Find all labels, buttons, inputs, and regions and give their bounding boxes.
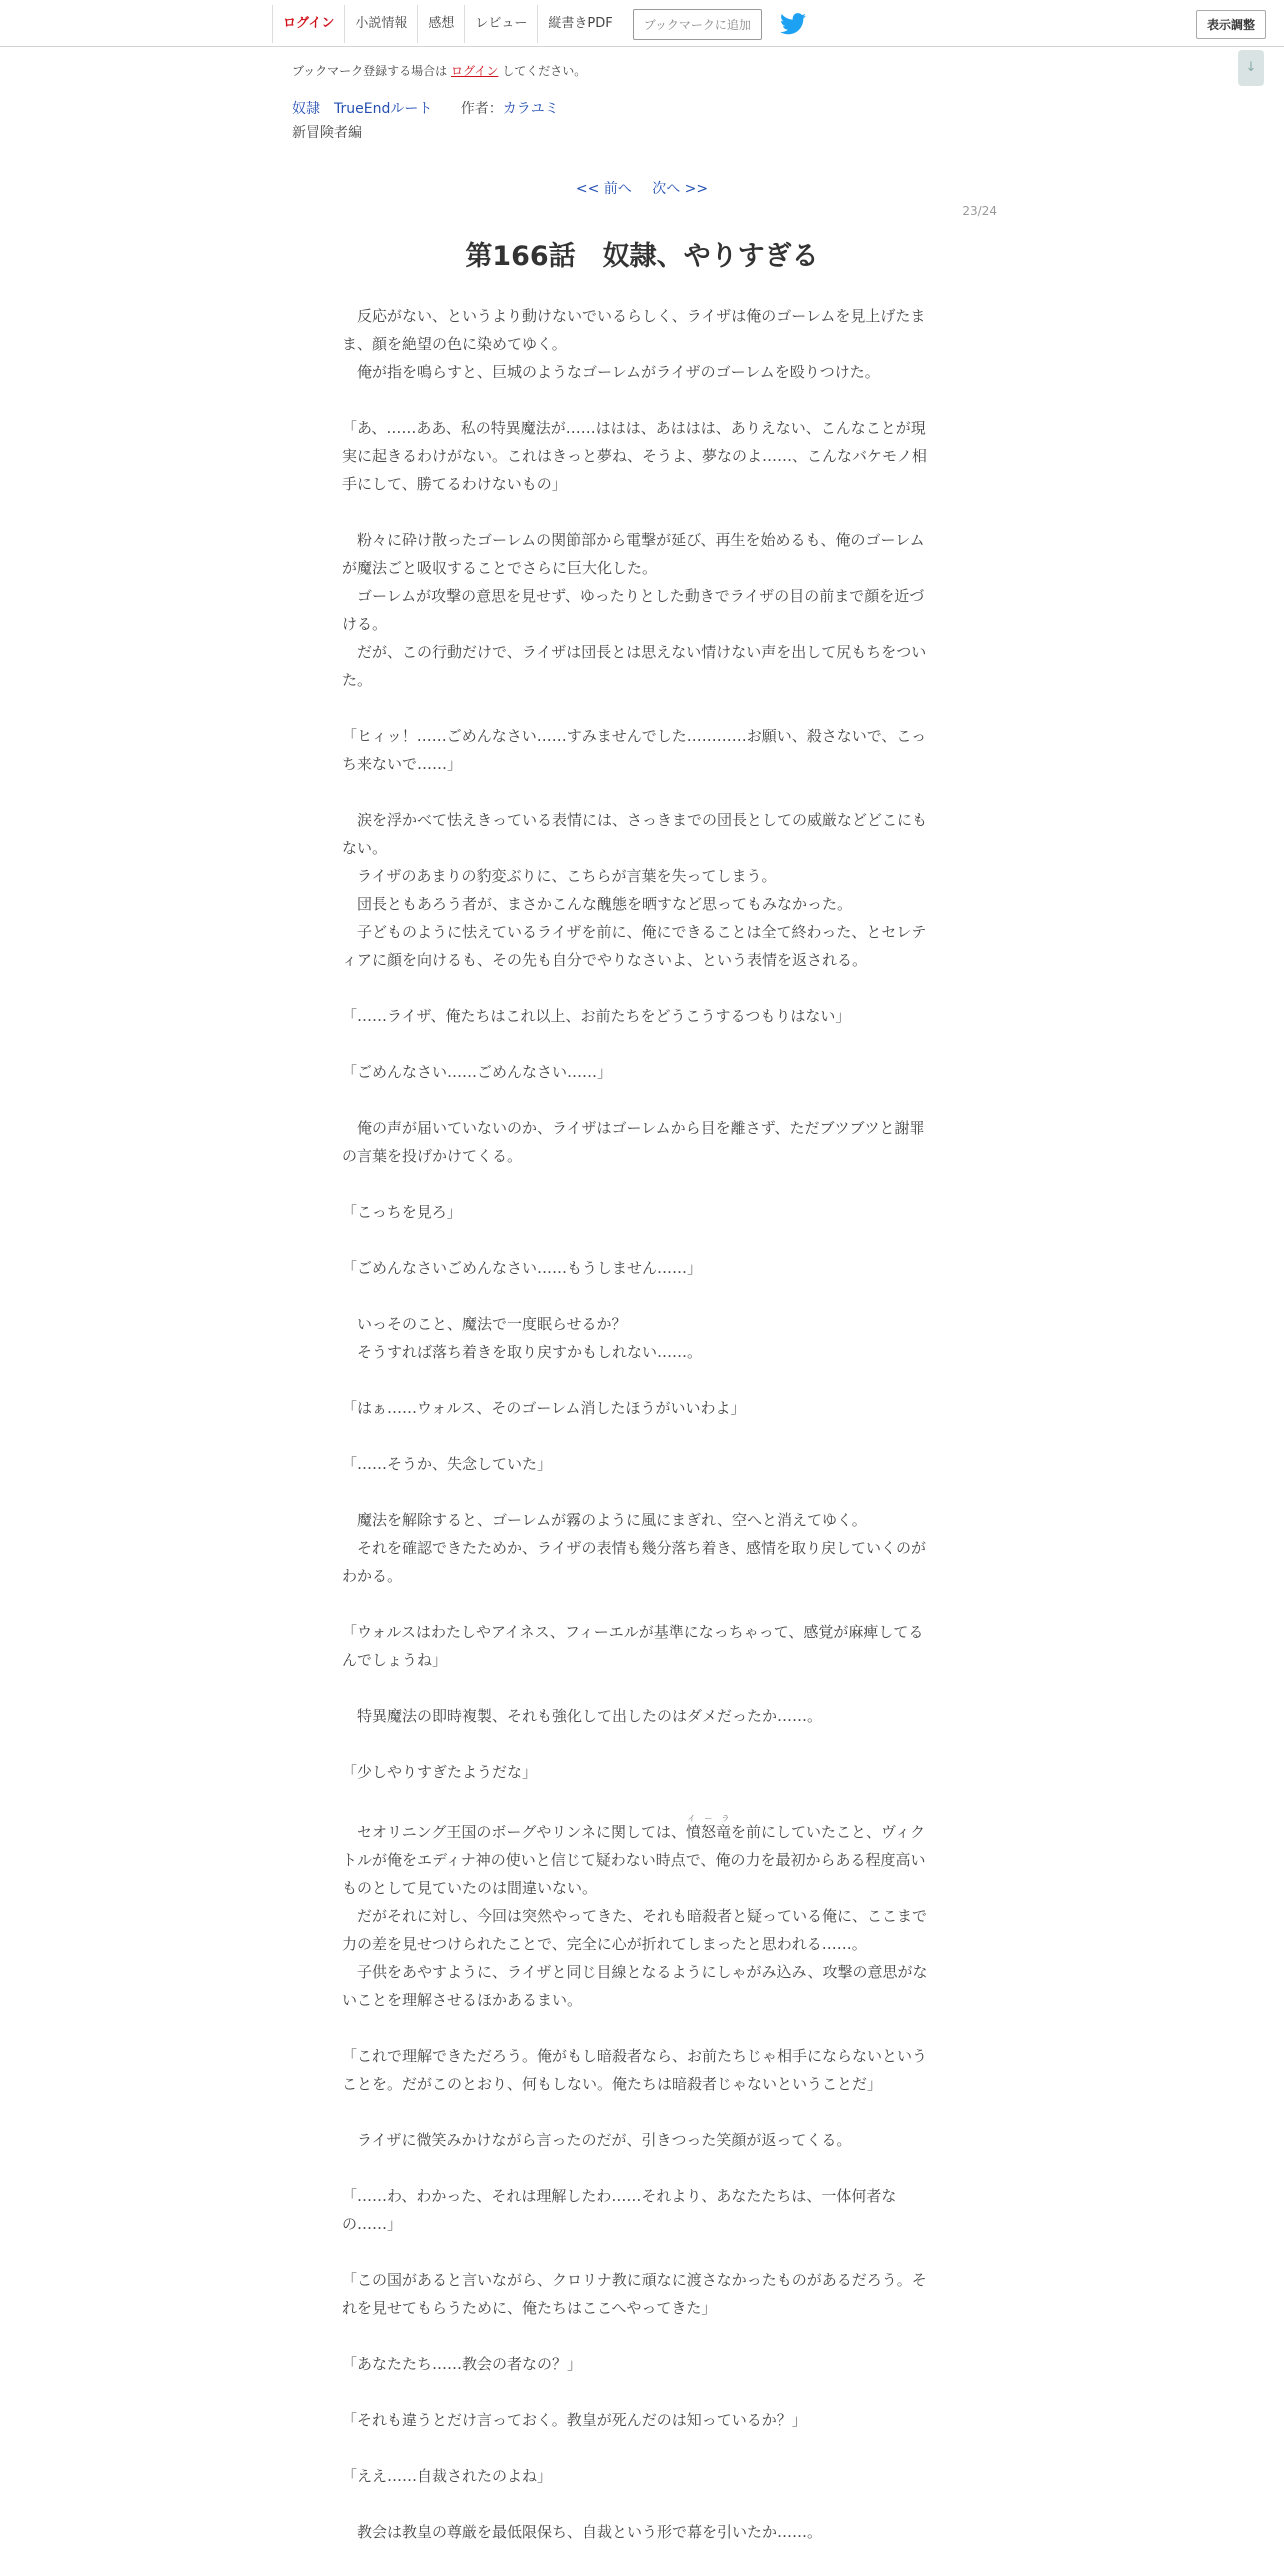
- blank-line: [342, 694, 936, 722]
- bookmark-add-button[interactable]: ブックマークに追加: [633, 9, 762, 40]
- chapter-body: [342, 302, 936, 2546]
- blank-line: [342, 1366, 936, 1394]
- bookmark-login-note: [292, 62, 586, 79]
- blank-line: [342, 2098, 936, 2126]
- blank-line: [342, 2434, 936, 2462]
- blank-line: [342, 2238, 936, 2266]
- blank-line: [342, 1730, 936, 1758]
- bookmark-note-prefix: ブックマーク登録する場合は: [292, 64, 448, 78]
- bookmark-note-login-link[interactable]: ログイン: [451, 64, 499, 78]
- display-settings-button[interactable]: 表示調整: [1196, 10, 1266, 39]
- paragraph: 「あ、……ああ、私の特異魔法が……ははは、あははは、ありえない、こんなことが現実に起きるわけがない。これはきっと夢ね、そうよ、夢なのよ……、こんなバケモノ相手にして、勝てるわけないもの」: [342, 419, 927, 493]
- paragraph: 「……わ、わかった、それは理解したわ……それより、あなたたちは、一体何者なの……」: [342, 2187, 897, 2233]
- blank-line: [342, 1030, 936, 1058]
- blank-line: [342, 1590, 936, 1618]
- paragraph: 「それも違うとだけ言っておく。教皇が死んだのは知っているか？」: [342, 2411, 807, 2429]
- paragraph: 「こっちを見ろ」: [342, 1203, 462, 1221]
- paragraph: それを確認できたためか、ライザの表情も幾分落ち着き、感情を取り戻していくのがわかる。: [342, 1539, 926, 1585]
- top-bar: [0, 0, 1284, 47]
- blank-line: [342, 2014, 936, 2042]
- paragraph: そうすれば落ち着きを取り戻すかもしれない……。: [342, 1343, 703, 1361]
- nav-vertical-pdf[interactable]: 縦書きPDF: [537, 5, 622, 43]
- blank-line: [342, 1282, 936, 1310]
- ruby-reading: イ ー ラ: [685, 1814, 731, 1823]
- blank-line: [342, 1674, 936, 1702]
- blank-line: [342, 1786, 936, 1814]
- blank-line: [342, 2322, 936, 2350]
- blank-line: [342, 2154, 936, 2182]
- paragraph: 子どものように怯えているライザを前に、俺にできることは全て終わった、とセレティアに顔を向けるも、その先も自分でやりなさいよ、という表情を返される。: [342, 923, 927, 969]
- blank-line: [342, 1086, 936, 1114]
- paragraph: ライザに微笑みかけながら言ったのだが、引きつった笑顔が返ってくる。: [342, 2131, 852, 2149]
- paragraph: 「ごめんなさい……ごめんなさい……」: [342, 1063, 613, 1081]
- ruby-prefix-text: セオリニング王国のボーグやリンネに関しては、: [342, 1823, 686, 1841]
- paragraph: 「……そうか、失念していた」: [342, 1455, 553, 1473]
- ruby-base: 憤怒竜: [685, 1823, 731, 1841]
- nav-login[interactable]: ログイン: [272, 5, 344, 43]
- twitter-icon[interactable]: [780, 13, 806, 35]
- blank-line: [342, 1226, 936, 1254]
- series-info: [292, 98, 559, 118]
- blank-line: [342, 1478, 936, 1506]
- paragraph: だがそれに対し、今回は突然やってきた、それも暗殺者と疑っている俺に、ここまで力の差を見せつけられたことで、完全に心が折れてしまったと思われる……。: [342, 1907, 928, 1953]
- paragraph: 俺が指を鳴らすと、巨城のようなゴーレムがライザのゴーレムを殴りつけた。: [342, 363, 880, 381]
- blank-line: [342, 386, 936, 414]
- paragraph: だが、この行動だけで、ライザは団長とは思えない情けない声を出して尻もちをついた。: [342, 643, 927, 689]
- paragraph-with-ruby: [342, 1814, 936, 1902]
- nav-novel-info[interactable]: 小説情報: [344, 5, 417, 43]
- author-link[interactable]: カラユミ: [502, 101, 559, 117]
- page-number: 23/24: [962, 204, 997, 218]
- series-title-link[interactable]: 奴隷 TrueEndルート: [292, 101, 433, 117]
- paragraph: 教会は教皇の尊厳を最低限保ち、自裁という形で幕を引いたか……。: [342, 2523, 823, 2541]
- paragraph: 涙を浮かべて怯えきっている表情には、さっきまでの団長としての威厳などどこにもない。: [342, 811, 928, 857]
- paragraph: 「ヒィッ！……ごめんなさい……すみませんでした…………お願い、殺さないで、こっち来ないで……」: [342, 727, 927, 773]
- paragraph: 団長ともあろう者が、まさかこんな醜態を晒すなど思ってもみなかった。: [342, 895, 853, 913]
- top-nav: [272, 5, 806, 43]
- chapter-title: 第166話 奴隷、やりすぎる: [465, 241, 819, 272]
- paragraph: 「ええ……自裁されたのよね」: [342, 2467, 553, 2485]
- blank-line: [342, 1422, 936, 1450]
- paragraph: ゴーレムが攻撃の意思を見せず、ゆったりとした動きでライザの目の前まで顔を近づける。: [342, 587, 925, 633]
- paragraph: 「あなたたち……教会の者なの？」: [342, 2355, 583, 2373]
- blank-line: [342, 1170, 936, 1198]
- blank-line: [342, 974, 936, 1002]
- blank-line: [342, 2490, 936, 2518]
- author-label: 作者：: [460, 101, 503, 117]
- paragraph: ライザのあまりの豹変ぶりに、こちらが言葉を失ってしまう。: [342, 867, 777, 885]
- paragraph: 「これで理解できただろう。俺がもし暗殺者なら、お前たちじゃ相手にならないということを。だがこのとおり、何もしない。俺たちは暗殺者じゃないということだ」: [342, 2047, 928, 2093]
- pager: [0, 178, 1284, 198]
- next-chapter-link[interactable]: 次へ >>: [652, 181, 709, 197]
- scroll-down-tab[interactable]: ↓: [1238, 50, 1264, 86]
- paragraph: 魔法を解除すると、ゴーレムが霧のように風にまぎれ、空へと消えてゆく。: [342, 1511, 867, 1529]
- paragraph: 「ごめんなさいごめんなさい……もうしません……」: [342, 1259, 703, 1277]
- blank-line: [342, 2378, 936, 2406]
- bookmark-note-suffix: してください。: [502, 64, 587, 78]
- nav-review[interactable]: レビュー: [464, 5, 537, 43]
- blank-line: [342, 778, 936, 806]
- paragraph: 「ウォルスはわたしやアイネス、フィーエルが基準になっちゃって、感覚が麻痺してるんでしょうね」: [342, 1623, 924, 1669]
- paragraph: 「はぁ……ウォルス、そのゴーレム消したほうがいいわよ」: [342, 1399, 746, 1417]
- nav-impressions[interactable]: 感想: [417, 5, 464, 43]
- paragraph: 「この国があると言いながら、クロリナ教に頑なに渡さなかったものがあるだろう。それを見せてもらうために、俺たちはここへやってきた」: [342, 2271, 927, 2317]
- chapter-group-title: 新冒険者編: [292, 125, 362, 141]
- paragraph: 「少しやりすぎたようだな」: [342, 1763, 538, 1781]
- ruby-word: [685, 1814, 731, 1841]
- prev-chapter-link[interactable]: << 前へ: [575, 181, 632, 197]
- ruby-suffix-text: を前にしていたこと、ヴィクトルが俺をエディナ神の使いと信じて疑わない時点で、俺の力を最初からある程度高いものとして見ていたのは間違いない。: [342, 1823, 926, 1897]
- blank-line: [342, 498, 936, 526]
- paragraph: 粉々に砕け散ったゴーレムの関節部から電撃が延び、再生を始めるも、俺のゴーレムが魔法ごと吸収することでさらに巨大化した。: [342, 531, 925, 577]
- paragraph: いっそのこと、魔法で一度眠らせるか？: [342, 1315, 627, 1333]
- paragraph: 反応がない、というより動けないでいるらしく、ライザは俺のゴーレムを見上げたまま、顔を絶望の色に染めてゆく。: [342, 307, 926, 353]
- paragraph: 特異魔法の即時複製、それも強化して出したのはダメだったか……。: [342, 1707, 823, 1725]
- paragraph: 俺の声が届いていないのか、ライザはゴーレムから目を離さず、ただブツブツと謝罪の言葉を投げかけてくる。: [342, 1119, 925, 1165]
- paragraph: 子供をあやすように、ライザと同じ目線となるようにしゃがみ込み、攻撃の意思がないことを理解させるほかあるまい。: [342, 1963, 928, 2009]
- paragraph: 「……ライザ、俺たちはこれ以上、お前たちをどうこうするつもりはない」: [342, 1007, 851, 1025]
